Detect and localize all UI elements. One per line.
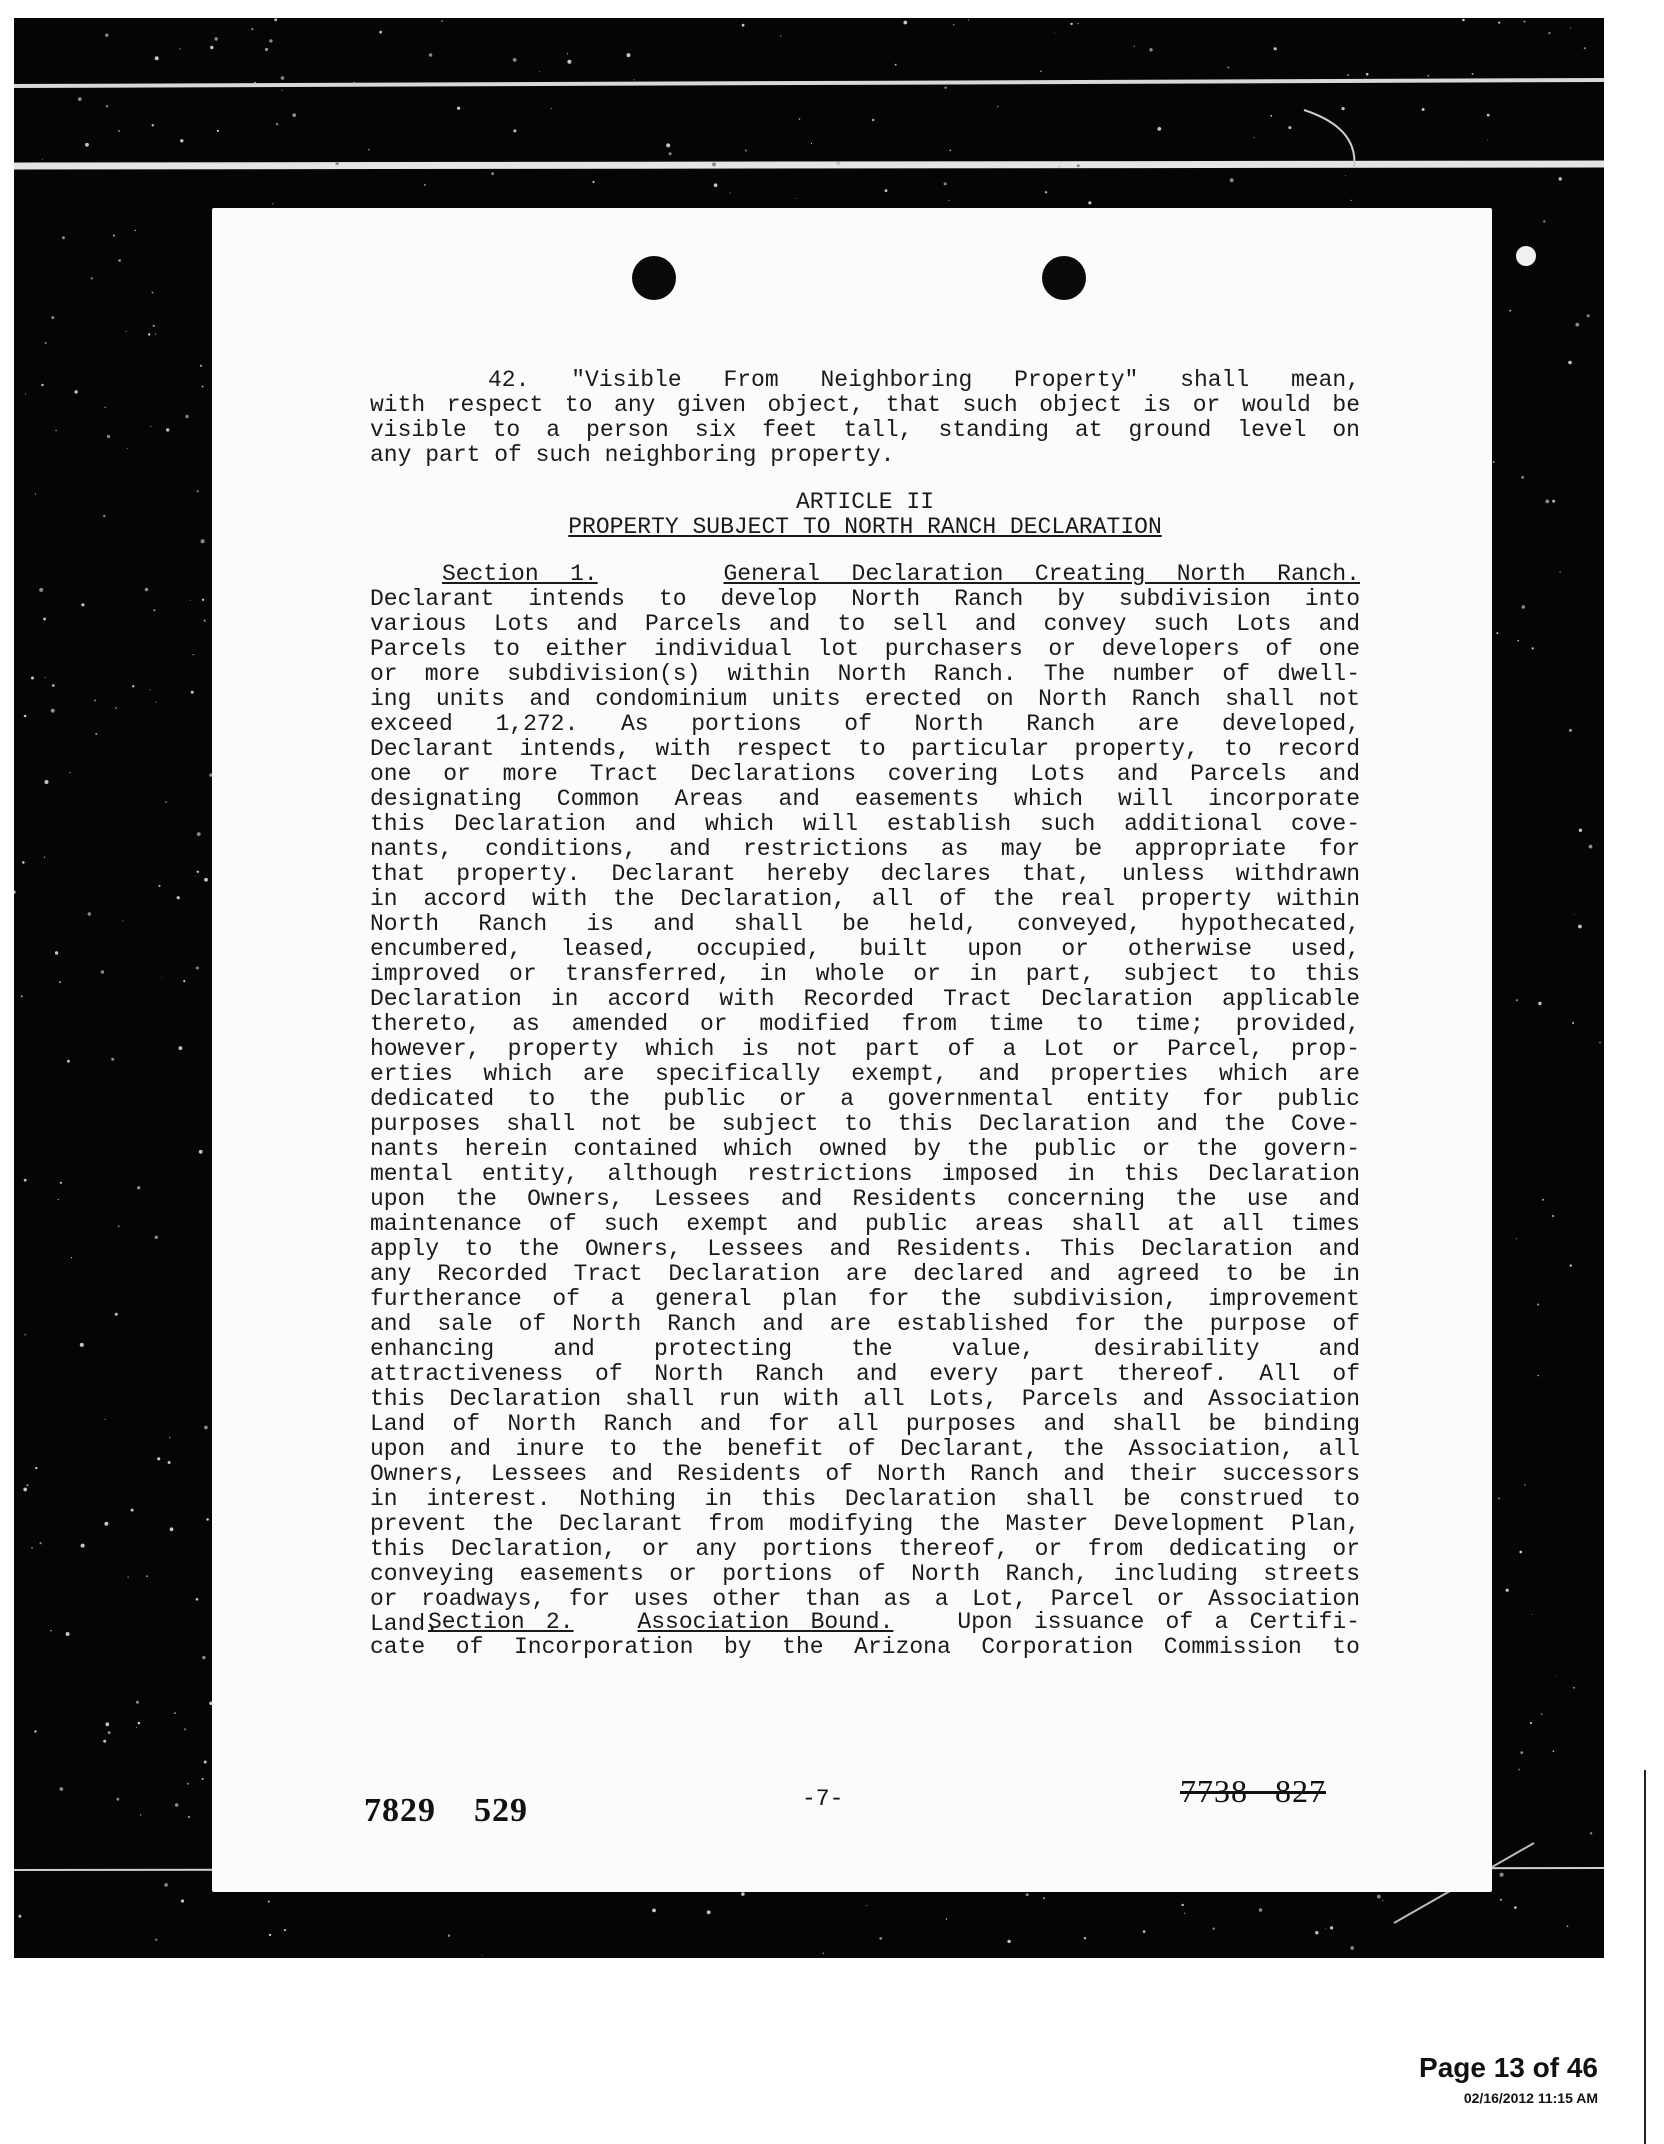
section-1-line: Owners, Lessees and Residents of North Ranch and their successors (370, 1462, 1360, 1487)
section-1-heading (370, 562, 1360, 587)
section-1-line: Land. (370, 1612, 440, 1637)
definition-42-line: visible to a person six feet tall, standing at ground level on (370, 418, 1360, 443)
section-1-line: erties which are specifically exempt, and properties which are (370, 1062, 1360, 1087)
section-2-number: Section 2. (428, 1610, 574, 1635)
section-1-line: designating Common Areas and easements which will incorporate (370, 787, 1360, 812)
section-1-line: in interest. Nothing in this Declaration shall be construed to (370, 1487, 1360, 1512)
section-1-line: upon the Owners, Lessees and Residents concerning the use and (370, 1187, 1360, 1212)
page-count-label: Page 13 of 46 (1419, 2052, 1598, 2083)
section-1-line: and sale of North Ranch and are established for the purpose of (370, 1312, 1360, 1337)
definition-42-line: with respect to any given object, that such object is or would be (370, 393, 1360, 418)
section-1-line: improved or transferred, in whole or in part, subject to this (370, 962, 1360, 987)
section-1-line: Land of North Ranch and for all purposes and shall be binding (370, 1412, 1360, 1437)
section-1-line: mental entity, although restrictions imposed in this Declaration (370, 1162, 1360, 1187)
article-number: ARTICLE II (795, 490, 935, 515)
page-number: -7- (802, 1786, 844, 1812)
document-sheet (212, 208, 1492, 1892)
definition-42-line: any part of such neighboring property. (370, 443, 895, 468)
definition-42 (370, 368, 1360, 468)
section-1 (370, 562, 1360, 1637)
section-2-line: cate of Incorporation by the Arizona Corporation Commission to (370, 1635, 1360, 1660)
section-1-line: this Declaration shall run with all Lots, Parcels and Association (370, 1387, 1360, 1412)
page-edge-rule (1644, 1770, 1646, 2144)
section-1-line: various Lots and Parcels and to sell and convey such Lots and (370, 612, 1360, 637)
section-1-line: encumbered, leased, occupied, built upon or otherwise used, (370, 937, 1360, 962)
article-title: PROPERTY SUBJECT TO NORTH RANCH DECLARATION (568, 515, 1162, 540)
struck-reference-number: 7738 827 (1180, 1773, 1326, 1809)
section-1-line: maintenance of such exempt and public areas shall at all times (370, 1212, 1360, 1237)
section-1-line: attractiveness of North Ranch and every part thereof. All of (370, 1362, 1360, 1387)
section-1-line: Declaration in accord with Recorded Tract Declaration applicable (370, 987, 1360, 1012)
section-1-number: Section 1. (442, 562, 598, 587)
article-heading (370, 490, 1360, 540)
print-timestamp: 02/16/2012 11:15 AM (1463, 2090, 1598, 2106)
section-1-line: any Recorded Tract Declaration are declared and agreed to be in (370, 1262, 1360, 1287)
section-2-heading (370, 1610, 1360, 1635)
section-1-line: that property. Declarant hereby declares that, unless withdrawn (370, 862, 1360, 887)
section-1-line: enhancing and protecting the value, desirability and (370, 1337, 1360, 1362)
section-1-line: upon and inure to the benefit of Declarant, the Association, all (370, 1437, 1360, 1462)
section-1-line: or more subdivision(s) within North Ranch. The number of dwell- (370, 662, 1360, 687)
scanned-page-frame (14, 18, 1604, 1958)
section-1-line: nants herein contained which owned by the public or the govern- (370, 1137, 1360, 1162)
section-1-line: in accord with the Declaration, all of the real property within (370, 887, 1360, 912)
section-1-line: ing units and condominium units erected on North Ranch shall not (370, 687, 1360, 712)
section-1-line: Declarant intends to develop North Ranch by subdivision into (370, 587, 1360, 612)
definition-42-line: 42. "Visible From Neighboring Property" shall mean, (488, 368, 1360, 393)
section-1-line: Declarant intends, with respect to particular property, to record (370, 737, 1360, 762)
section-1-line: nants, conditions, and restrictions as may be appropriate for (370, 837, 1360, 862)
section-1-line: this Declaration and which will establish such additional cove- (370, 812, 1360, 837)
section-1-line: thereto, as amended or modified from time to time; provided, (370, 1012, 1360, 1037)
punch-hole (632, 256, 676, 300)
section-1-line: this Declaration, or any portions thereof, or from dedicating or (370, 1537, 1360, 1562)
section-1-line: apply to the Owners, Lessees and Residents. This Declaration and (370, 1237, 1360, 1262)
section-1-line: conveying easements or portions of North Ranch, including streets (370, 1562, 1360, 1587)
section-2-text: Upon issuance of a Certifi- (957, 1610, 1360, 1635)
section-1-line: North Ranch is and shall be held, conveyed, hypothecated, (370, 912, 1360, 937)
section-2 (370, 1610, 1360, 1660)
section-1-line: purposes shall not be subject to this Declaration and the Cove- (370, 1112, 1360, 1137)
section-1-title: General Declaration Creating North Ranch. (723, 562, 1360, 587)
section-1-line: or roadways, for uses other than as a Lot, Parcel or Association (370, 1587, 1360, 1612)
section-1-line: exceed 1,272. As portions of North Ranch are developed, (370, 712, 1360, 737)
section-1-body (370, 587, 1360, 1637)
section-1-line: however, property which is not part of a Lot or Parcel, prop- (370, 1037, 1360, 1062)
punch-hole (1042, 256, 1086, 300)
book-page-number: 7829 529 (364, 1792, 528, 1829)
section-1-line: one or more Tract Declarations covering Lots and Parcels and (370, 762, 1360, 787)
section-1-line: dedicated to the public or a governmental entity for public (370, 1087, 1360, 1112)
section-1-line: furtherance of a general plan for the subdivision, improvement (370, 1287, 1360, 1312)
section-1-line: Parcels to either individual lot purchasers or developers of one (370, 637, 1360, 662)
section-2-title: Association Bound. (637, 1610, 894, 1635)
section-1-line: prevent the Declarant from modifying the Master Development Plan, (370, 1512, 1360, 1537)
